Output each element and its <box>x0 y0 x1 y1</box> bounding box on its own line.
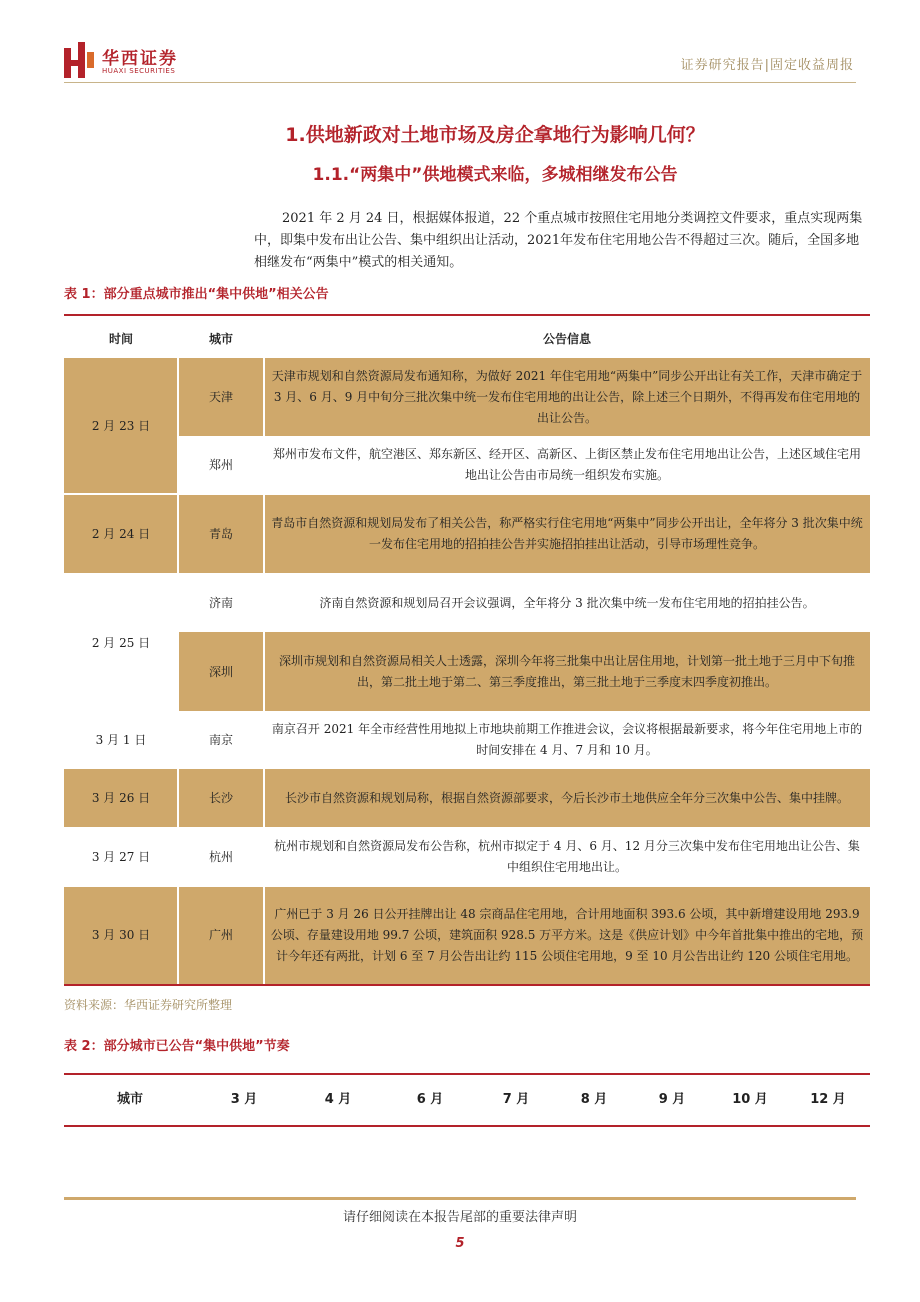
city-cell: 青岛 <box>178 494 264 574</box>
date-cell: 2 月 23 日 <box>64 358 178 494</box>
row-separator <box>64 885 870 887</box>
intro-paragraph: 2021 年 2 月 24 日，根据媒体报道，22 个重点城市按照住宅用地分类调控文件要求，重点实现两集中，即集中发布出让公告、集中组织出让活动，2021年发布住宅用地公告不得超过三次。随后，全国多地相继发布“两集中”模式的相关通知。 <box>254 211 863 270</box>
table2-header-month: 12 月 <box>810 1092 846 1107</box>
table2-header-month: 7 月 <box>502 1092 530 1107</box>
date-cell: 3 月 1 日 <box>95 732 147 747</box>
table-header-row <box>64 316 870 359</box>
huaxi-logo-icon <box>64 42 94 78</box>
footer-divider <box>64 1197 856 1200</box>
table-bottom-rule <box>64 984 870 986</box>
company-logo <box>64 42 204 82</box>
row-separator <box>64 767 870 769</box>
date-cell: 3 月 27 日 <box>91 849 151 864</box>
table2-header-month: 10 月 <box>732 1092 768 1107</box>
section-heading: 1.供地新政对土地市场及房企拿地行为影响几何？ <box>285 124 705 146</box>
row-separator <box>64 573 870 575</box>
city-cell: 广州 <box>178 886 264 984</box>
info-cell: 青岛市自然资源和规划局发布了相关公告，称严格实行住宅用地“两集中”同步公开出让，全年将分 3 批次集中统一发布住宅用地的招拍挂公告并实施招拍挂出让活动，引导市场理性竞争。 <box>264 494 870 574</box>
date-cell: 2 月 24 日 <box>64 494 178 574</box>
table-source-note: 资料来源：华西证券研究所整理 <box>64 998 233 1012</box>
table2-top-rule <box>64 1073 870 1075</box>
subsection-heading: 1.1.“两集中”供地模式来临，多城相继发布公告 <box>312 165 678 185</box>
header-divider <box>64 82 856 83</box>
table2-header-month: 3 月 <box>230 1092 258 1107</box>
info-cell: 杭州市规划和自然资源局发布公告称，杭州市拟定于 4 月、6 月、12 月分三次集中发布住宅用地出让公告、集中组织住宅用地出让。 <box>274 839 860 874</box>
table2-header-month: 4 月 <box>324 1092 352 1107</box>
header-date: 时间 <box>108 332 133 346</box>
legal-disclaimer: 请仔细阅读在本报告尾部的重要法律声明 <box>342 1210 577 1225</box>
header-city: 城市 <box>208 332 233 346</box>
page-number: 5 <box>455 1236 465 1251</box>
date-cell: 3 月 30 日 <box>64 886 178 984</box>
city-cell: 杭州 <box>208 849 233 864</box>
info-cell: 天津市规划和自然资源局发布通知称，为做好 2021 年住宅用地“两集中”同步公开出让有关工作，天津市确定于 3 月、6 月、9 月中旬分三批次集中统一发布住宅用地的出让公告，除上述三个日期外，不得再发布住宅用地的出让公告。 <box>264 358 870 436</box>
info-cell: 郑州市发布文件，航空港区、郑东新区、经开区、高新区、上街区禁止发布住宅用地出让公告，上述区域住宅用地出让公告由市局统一组织发布实施。 <box>272 447 861 482</box>
info-cell: 济南自然资源和规划局召开会议强调，全年将分 3 批次集中统一发布住宅用地的招拍挂公告。 <box>319 595 815 610</box>
city-cell: 南京 <box>208 732 233 747</box>
info-cell: 南京召开 2021 年全市经营性用地拟上市地块前期工作推进会议，会议将根据最新要求，将今年住宅用地上市的时间安排在 4 月、7 月和 10 月。 <box>271 722 863 757</box>
city-cell: 长沙 <box>178 768 264 828</box>
row-separator <box>64 357 870 358</box>
table2-header-month: 6 月 <box>416 1092 444 1107</box>
date-cell: 2 月 25 日 <box>91 635 151 650</box>
info-cell: 长沙市自然资源和规划局称，根据自然资源部要求，今后长沙市土地供应全年分三次集中公告、集中挂牌。 <box>264 768 870 828</box>
row-separator <box>64 493 870 495</box>
city-cell: 深圳 <box>178 632 264 712</box>
logo-chinese-name: 华西证券 <box>102 49 178 69</box>
row-separator <box>64 711 870 713</box>
table2-title: 表 2：部分城市已公告“集中供地”节奏 <box>64 1039 290 1054</box>
table2-header-month: 8 月 <box>580 1092 608 1107</box>
column-separator <box>263 358 265 984</box>
date-cell: 3 月 26 日 <box>64 768 178 828</box>
city-cell: 天津 <box>178 358 264 436</box>
header-info: 公告信息 <box>542 332 591 346</box>
table2-header-month: 9 月 <box>658 1092 686 1107</box>
table1-title: 表 1：部分重点城市推出“集中供地”相关公告 <box>64 287 329 302</box>
table2-header-city: 城市 <box>116 1092 143 1107</box>
info-cell: 深圳市规划和自然资源局相关人士透露，深圳今年将三批集中出让居住用地，计划第一批土地于三月中下旬推出，第二批土地于第二、第三季度推出，第三批土地于三季度末四季度初推出。 <box>264 632 870 712</box>
info-cell: 广州已于 3 月 26 日公开挂牌出让 48 宗商品住宅用地，合计用地面积 393.6 公顷，其中新增建设用地 293.9 公顷、存量建设用地 99.7 公顷，建筑面积 928.5 万平方米。这是《供应计划》中今年首批集中推出的宅地，预计今年还有两批，计划 6 至 7 月公告出让约 115 公顷住宅用地，9 至 10 月公告出让约 120 公顷住宅用地。 <box>264 886 870 984</box>
city-cell: 郑州 <box>208 457 233 472</box>
city-cell: 济南 <box>208 595 233 610</box>
column-separator <box>177 358 179 984</box>
report-type-label: 证券研究报告|固定收益周报 <box>680 58 854 73</box>
table2-bottom-rule <box>64 1125 870 1127</box>
row-separator <box>64 827 870 829</box>
logo-english-name: HUAXI SECURITIES <box>102 67 176 75</box>
